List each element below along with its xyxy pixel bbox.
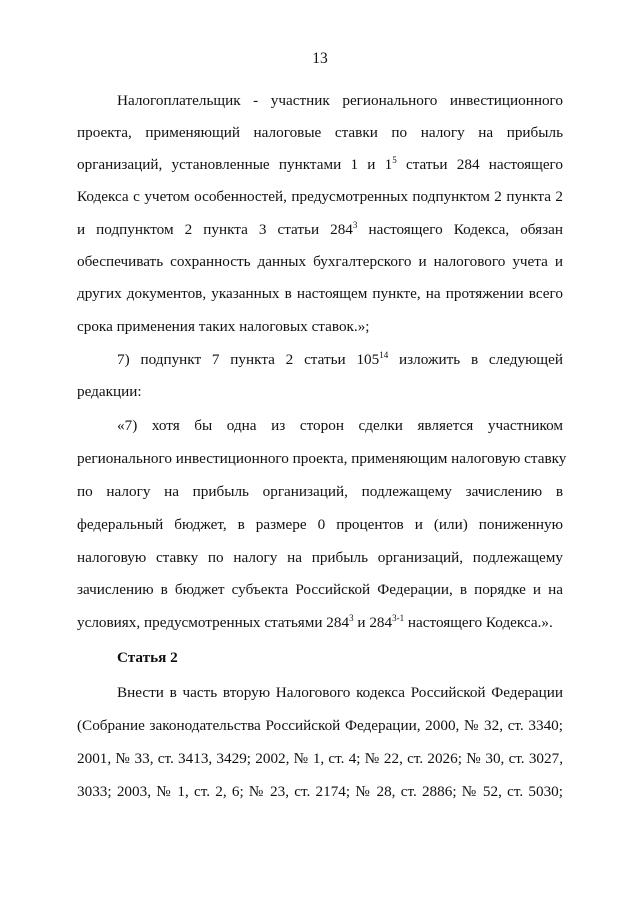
text-fragment: изложить в следующей xyxy=(399,351,563,368)
text-line: «7) хотя бы одна из сторон сделки является участником xyxy=(117,417,563,434)
text-line: зачислению в бюджет субъекта Российской Федерации, в порядке и на xyxy=(77,581,563,598)
text-line: срока применения таких налоговых ставок.»; xyxy=(77,318,370,335)
text-line: федеральный бюджет, в размере 0 процентов и (или) пониженную xyxy=(77,516,563,533)
text-fragment: и 284 xyxy=(357,614,393,631)
text-fragment: настоящего Кодекса.». xyxy=(407,614,553,631)
text-line: редакции: xyxy=(77,383,142,400)
text-line: (Собрание законодательства Российской Федерации, 2000, № 32, ст. 3340; xyxy=(77,717,563,734)
superscript: 3-1 xyxy=(392,613,405,623)
text-line xyxy=(77,156,563,174)
text-line: проекта, применяющий налоговые ставки по налогу на прибыль xyxy=(77,124,563,141)
text-line: других документов, указанных в настоящем пункте, на протяжении всего xyxy=(77,285,563,302)
text-line: Налогоплательщик - участник регионального инвестиционного xyxy=(117,92,563,109)
text-line xyxy=(77,221,563,239)
text-fragment: 7) подпункт 7 пункта 2 статьи 105 xyxy=(117,351,380,368)
text-fragment: организаций, установленные пунктами 1 и 1 xyxy=(77,156,393,173)
page-number: 13 xyxy=(312,50,328,67)
superscript: 3 xyxy=(352,220,358,230)
text-line: 2001, № 33, ст. 3413, 3429; 2002, № 1, ст. 4; № 22, ст. 2026; № 30, ст. 3027, xyxy=(77,750,563,767)
text-fragment: настоящего Кодекса, обязан xyxy=(368,221,563,238)
superscript: 5 xyxy=(392,155,397,165)
text-line: 3033; 2003, № 1, ст. 2, 6; № 23, ст. 2174; № 28, ст. 2886; № 52, ст. 5030; xyxy=(77,783,563,800)
text-line xyxy=(117,351,563,369)
text-line: Внести в часть вторую Налогового кодекса Российской Федерации xyxy=(117,684,563,701)
text-fragment: статьи 284 настоящего xyxy=(405,156,564,173)
text-line: налоговую ставку по налогу на прибыль организаций, подлежащему xyxy=(77,549,563,566)
text-line: регионального инвестиционного проекта, применяющим налоговую ставку xyxy=(77,450,567,467)
superscript: 14 xyxy=(379,350,389,360)
text-fragment: условиях, предусмотренных статьями 284 xyxy=(77,614,350,631)
text-line xyxy=(77,614,563,632)
text-line: обеспечивать сохранность данных бухгалтерского и налогового учета и xyxy=(77,253,563,270)
article-heading: Статья 2 xyxy=(117,649,178,666)
text-line: по налогу на прибыль организаций, подлежащему зачислению в xyxy=(77,483,563,500)
text-line: Кодекса с учетом особенностей, предусмотренных подпунктом 2 пункта 2 xyxy=(77,188,563,205)
superscript: 3 xyxy=(349,613,354,623)
text-fragment: и подпунктом 2 пункта 3 статьи 284 xyxy=(77,221,353,238)
